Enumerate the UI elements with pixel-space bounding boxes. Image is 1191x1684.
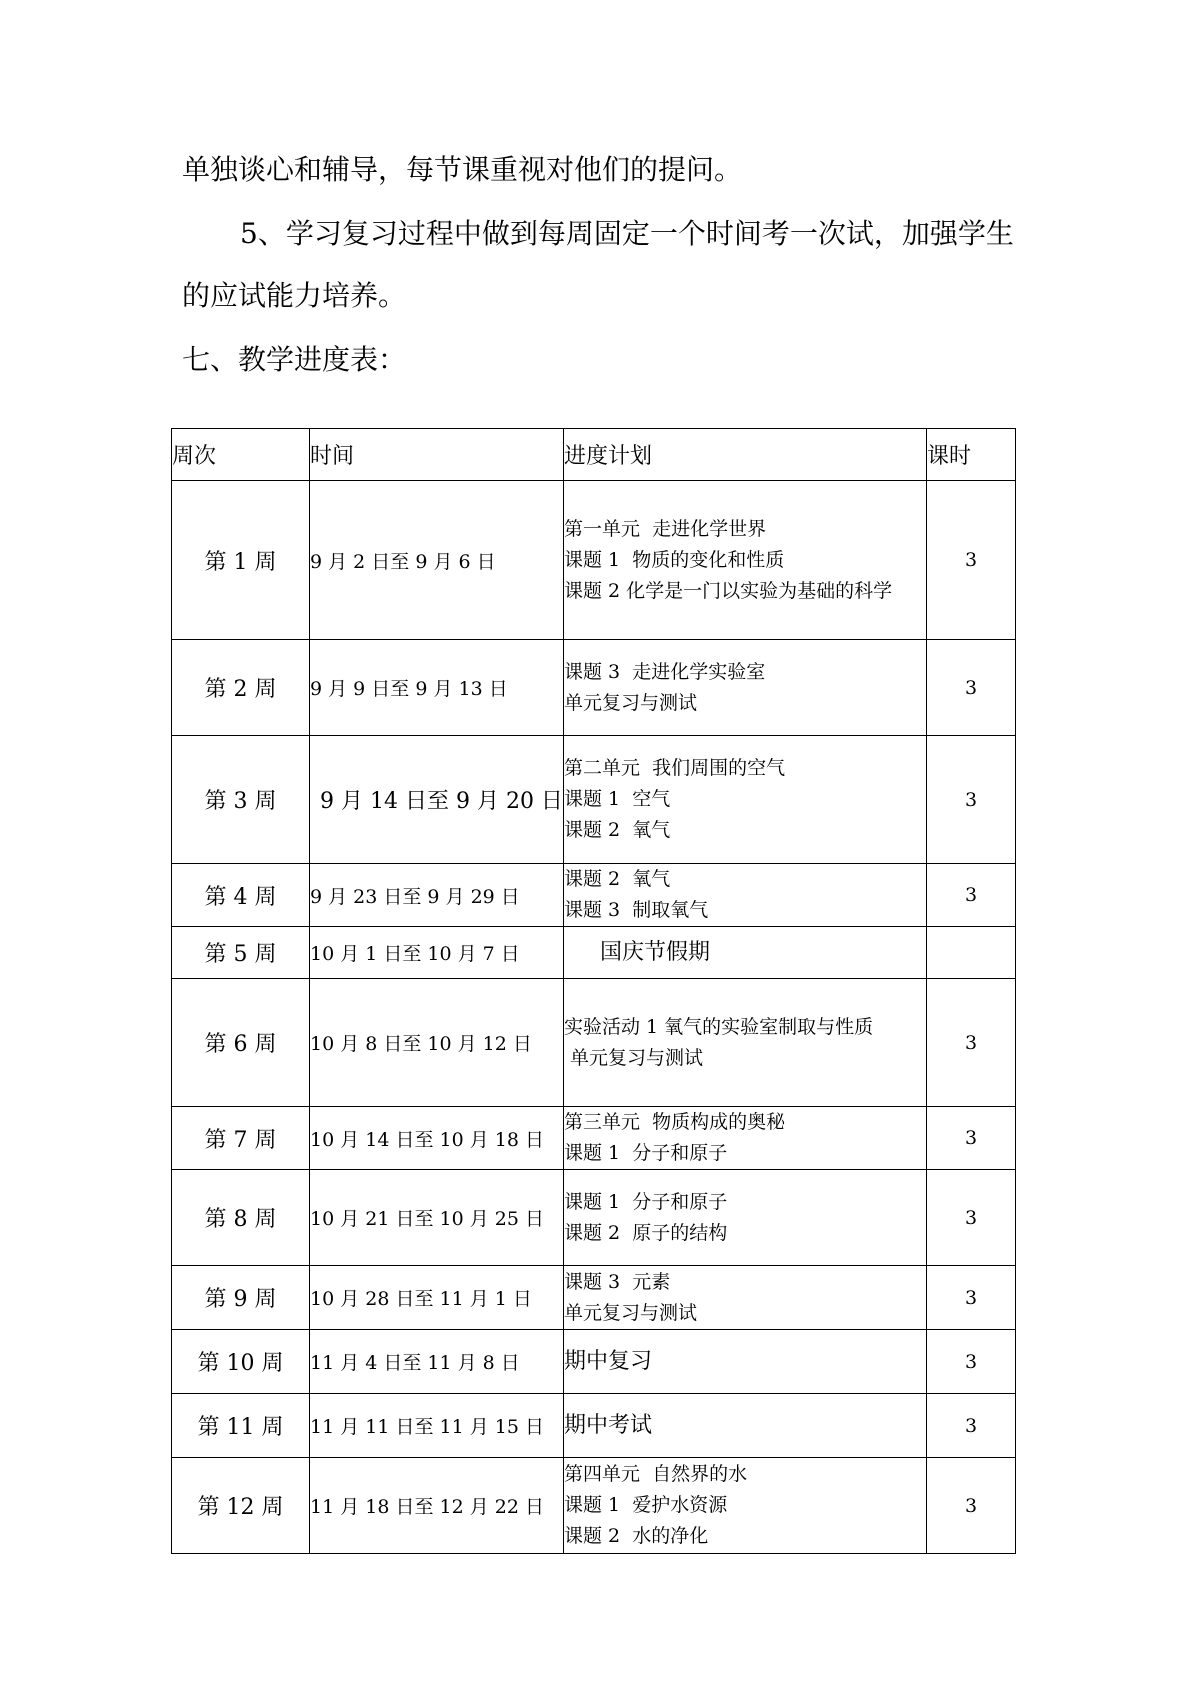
cell-time: 10 月 21 日至 10 月 25 日	[310, 1170, 564, 1266]
cell-week: 第 7 周	[172, 1107, 310, 1170]
cell-hours: 3	[927, 1170, 1016, 1266]
cell-time: 9 月 14 日至 9 月 20 日	[310, 736, 564, 864]
plan-line: 课题 1 物质的变化和性质	[564, 548, 785, 571]
cell-hours: 3	[927, 1266, 1016, 1330]
plan-line: 实验活动 1 氧气的实验室制取与性质	[564, 1015, 874, 1038]
plan-line: 课题 1 分子和原子	[564, 1190, 728, 1213]
table-row	[172, 640, 1016, 736]
plan-line: 第三单元 物质构成的奥秘	[564, 1111, 786, 1133]
table-row	[172, 481, 1016, 640]
plan-line: 第二单元 我们周围的空气	[564, 757, 786, 779]
paragraph-weekly-test: 5、学习复习过程中做到每周固定一个时间考一次试，加强学生	[240, 217, 1014, 250]
cell-week: 第 9 周	[172, 1266, 310, 1330]
header-hours: 课时	[927, 429, 1016, 481]
cell-plan	[564, 1107, 927, 1170]
plan-line: 课题 2 化学是一门以实验为基础的科学	[564, 579, 893, 602]
section-heading-schedule: 七、教学进度表：	[182, 343, 407, 376]
cell-week: 第 6 周	[172, 979, 310, 1107]
plan-line: 课题 1 分子和原子	[564, 1142, 728, 1164]
plan-line: 课题 1 空气	[564, 788, 671, 810]
cell-time: 11 月 11 日至 11 月 15 日	[310, 1394, 564, 1458]
table-row	[172, 1458, 1016, 1554]
cell-week: 第 10 周	[172, 1330, 310, 1394]
cell-plan	[564, 481, 927, 640]
cell-time: 10 月 1 日至 10 月 7 日	[310, 927, 564, 979]
plan-line: 课题 2 原子的结构	[564, 1221, 728, 1244]
cell-time: 9 月 23 日至 9 月 29 日	[310, 864, 564, 927]
cell-hours: 3	[927, 1458, 1016, 1554]
cell-week: 第 4 周	[172, 864, 310, 927]
cell-week: 第 5 周	[172, 927, 310, 979]
plan-line: 课题 3 制取氧气	[564, 899, 709, 921]
cell-time: 10 月 28 日至 11 月 1 日	[310, 1266, 564, 1330]
table-row	[172, 736, 1016, 864]
cell-hours: 3	[927, 1394, 1016, 1458]
cell-plan	[564, 979, 927, 1107]
plan-line: 单元复习与测试	[564, 1046, 704, 1069]
table-row	[172, 1107, 1016, 1170]
cell-week: 第 12 周	[172, 1458, 310, 1554]
table-row	[172, 1266, 1016, 1330]
cell-plan	[564, 1266, 927, 1330]
cell-hours: 3	[927, 979, 1016, 1107]
cell-hours: 3	[927, 640, 1016, 736]
table-row	[172, 979, 1016, 1107]
cell-plan	[564, 1170, 927, 1266]
plan-line: 期中考试	[564, 1413, 653, 1438]
table-row	[172, 927, 1016, 979]
plan-line: 课题 2 水的净化	[564, 1525, 709, 1547]
plan-line: 课题 2 氧气	[564, 868, 671, 890]
plan-line: 期中复习	[564, 1349, 653, 1374]
cell-time: 11 月 18 日至 12 月 22 日	[310, 1458, 564, 1554]
table-row	[172, 1394, 1016, 1458]
header-week: 周次	[172, 429, 310, 481]
table-header-row	[172, 429, 1016, 481]
cell-plan	[564, 1330, 927, 1394]
cell-week: 第 1 周	[172, 481, 310, 640]
cell-hours: 3	[927, 481, 1016, 640]
cell-week: 第 11 周	[172, 1394, 310, 1458]
cell-hours: 3	[927, 1330, 1016, 1394]
cell-time: 9 月 2 日至 9 月 6 日	[310, 481, 564, 640]
cell-time: 11 月 4 日至 11 月 8 日	[310, 1330, 564, 1394]
table-row	[172, 1330, 1016, 1394]
cell-hours: 3	[927, 864, 1016, 927]
cell-week: 第 3 周	[172, 736, 310, 864]
plan-line: 第四单元 自然界的水	[564, 1463, 748, 1485]
cell-week: 第 8 周	[172, 1170, 310, 1266]
plan-line: 课题 2 氧气	[564, 819, 671, 841]
header-time: 时间	[310, 429, 564, 481]
cell-plan	[564, 1394, 927, 1458]
paragraph-counseling: 单独谈心和辅导，每节课重视对他们的提问。	[182, 153, 743, 186]
cell-week: 第 2 周	[172, 640, 310, 736]
table-row	[172, 864, 1016, 927]
plan-line: 第一单元 走进化学世界	[564, 517, 767, 540]
plan-line: 课题 3 元素	[564, 1270, 671, 1293]
header-plan: 进度计划	[564, 429, 927, 481]
cell-time: 10 月 14 日至 10 月 18 日	[310, 1107, 564, 1170]
cell-hours: 3	[927, 1107, 1016, 1170]
plan-line: 课题 1 爱护水资源	[564, 1494, 728, 1516]
cell-time: 10 月 8 日至 10 月 12 日	[310, 979, 564, 1107]
table-row	[172, 1170, 1016, 1266]
cell-hours	[927, 927, 1016, 979]
cell-plan	[564, 864, 927, 927]
cell-plan	[564, 736, 927, 864]
cell-plan	[564, 1458, 927, 1554]
paragraph-exam-ability: 的应试能力培养。	[182, 279, 407, 312]
teaching-schedule-table	[171, 428, 1016, 1554]
plan-line: 单元复习与测试	[564, 691, 698, 714]
cell-plan	[564, 640, 927, 736]
plan-line: 国庆节假期	[600, 940, 711, 965]
cell-plan	[564, 927, 927, 979]
plan-line: 单元复习与测试	[564, 1301, 698, 1324]
cell-time: 9 月 9 日至 9 月 13 日	[310, 640, 564, 736]
plan-line: 课题 3 走进化学实验室	[564, 660, 766, 683]
cell-hours: 3	[927, 736, 1016, 864]
